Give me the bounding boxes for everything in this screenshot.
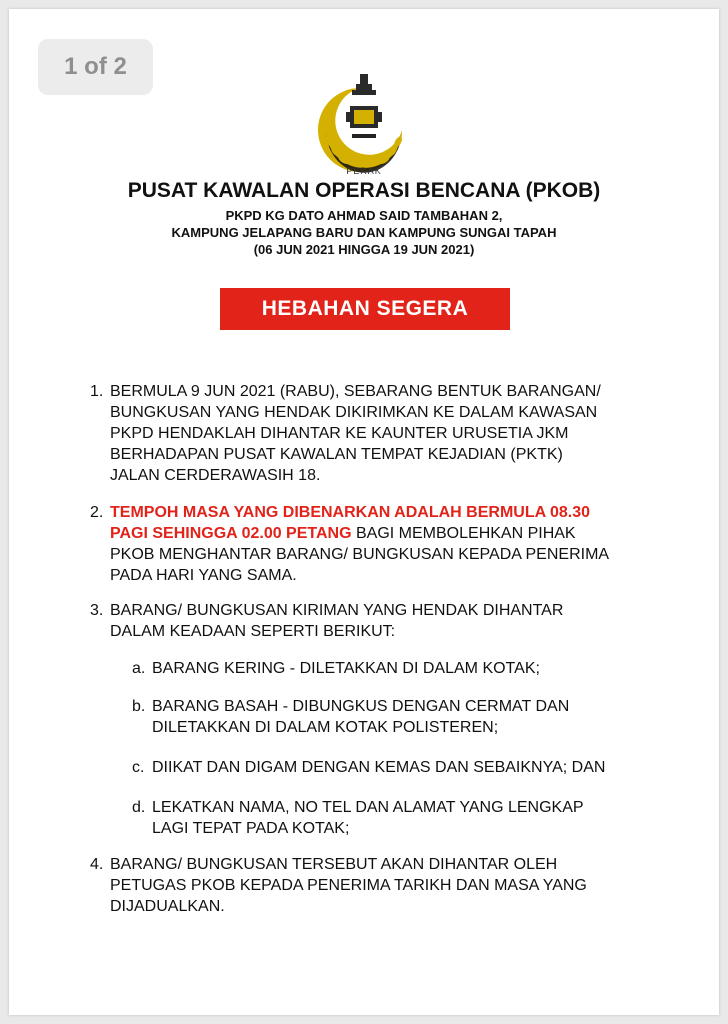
subitem-letter: d.: [132, 799, 146, 816]
subtitle-line-1: PKPD KG DATO AHMAD SAID TAMBAHAN 2,: [225, 208, 503, 223]
subtitle-line-2: KAMPUNG JELAPANG BARU DAN KAMPUNG SUNGAI TAPAH: [171, 225, 557, 240]
subitem-letter: b.: [132, 698, 146, 715]
item-number: 2.: [90, 504, 104, 521]
organization-title: PUSAT KAWALAN OPERASI BENCANA (PKOB): [127, 179, 601, 202]
subitem-letter: c.: [132, 759, 145, 776]
item-2-line-3: PKOB MENGHANTAR BARANG/ BUNGKUSAN KEPADA PENERIMA: [110, 546, 610, 563]
subtitle-line-3: (06 JUN 2021 HINGGA 19 JUN 2021): [253, 242, 475, 257]
item-number: 4.: [90, 856, 104, 873]
item-3-line-2: DALAM KEADAAN SEPERTI BERIKUT:: [110, 623, 396, 640]
item-1-line-4: BERHADAPAN PUSAT KAWALAN TEMPAT KEJADIAN (PKTK): [110, 446, 563, 463]
item-2-highlight-line-1: TEMPOH MASA YANG DIBENARKAN ADALAH BERMULA 08.30: [110, 504, 591, 521]
item-2-line-2-rest: BAGI MEMBOLEHKAN PIHAK: [351, 525, 576, 542]
item-2-line-2: [110, 523, 637, 544]
page-indicator-badge[interactable]: 1 of 2: [38, 39, 153, 95]
subitem-c-line-1: DIIKAT DAN DIGAM DENGAN KEMAS DAN SEBAIKNYA; DAN: [152, 759, 606, 776]
item-number: 3.: [90, 602, 104, 619]
subitem-b-line-2: DILETAKKAN DI DALAM KOTAK POLISTEREN;: [152, 719, 499, 736]
perak-crest-logo: [316, 70, 412, 180]
item-2-highlight-line-2: PAGI SEHINGGA 02.00 PETANG: [110, 525, 352, 542]
item-1-line-1: BERMULA 9 JUN 2021 (RABU), SEBARANG BENTUK BARANGAN/: [110, 383, 601, 400]
item-4-line-2: PETUGAS PKOB KEPADA PENERIMA TARIKH DAN MASA YANG: [110, 877, 587, 894]
item-number: 1.: [90, 383, 104, 400]
item-4-line-3: DIJADUALKAN.: [110, 898, 225, 915]
item-4-line-1: BARANG/ BUNGKUSAN TERSEBUT AKAN DIHANTAR OLEH: [110, 856, 558, 873]
item-1-line-3: PKPD HENDAKLAH DIHANTAR KE KAUNTER URUSETIA JKM: [110, 425, 569, 442]
item-1-line-5: JALAN CERDERAWASIH 18.: [110, 467, 321, 484]
subitem-d-line-2: LAGI TEPAT PADA KOTAK;: [152, 820, 350, 837]
urgent-announcement-banner: HEBAHAN SEGERA: [220, 288, 510, 330]
subitem-a-line-1: BARANG KERING - DILETAKKAN DI DALAM KOTAK;: [152, 660, 540, 677]
subitem-b-line-1: BARANG BASAH - DIBUNGKUS DENGAN CERMAT DAN: [152, 698, 570, 715]
subitem-d-line-1: LEKATKAN NAMA, NO TEL DAN ALAMAT YANG LENGKAP: [152, 799, 584, 816]
item-3-line-1: BARANG/ BUNGKUSAN KIRIMAN YANG HENDAK DIHANTAR: [110, 602, 564, 619]
item-1-line-2: BUNGKUSAN YANG HENDAK DIKIRIMKAN KE DALAM KAWASAN: [110, 404, 598, 421]
item-2-line-4: PADA HARI YANG SAMA.: [110, 567, 297, 584]
crest-caption: PERAK: [346, 166, 382, 176]
subitem-letter: a.: [132, 660, 146, 677]
